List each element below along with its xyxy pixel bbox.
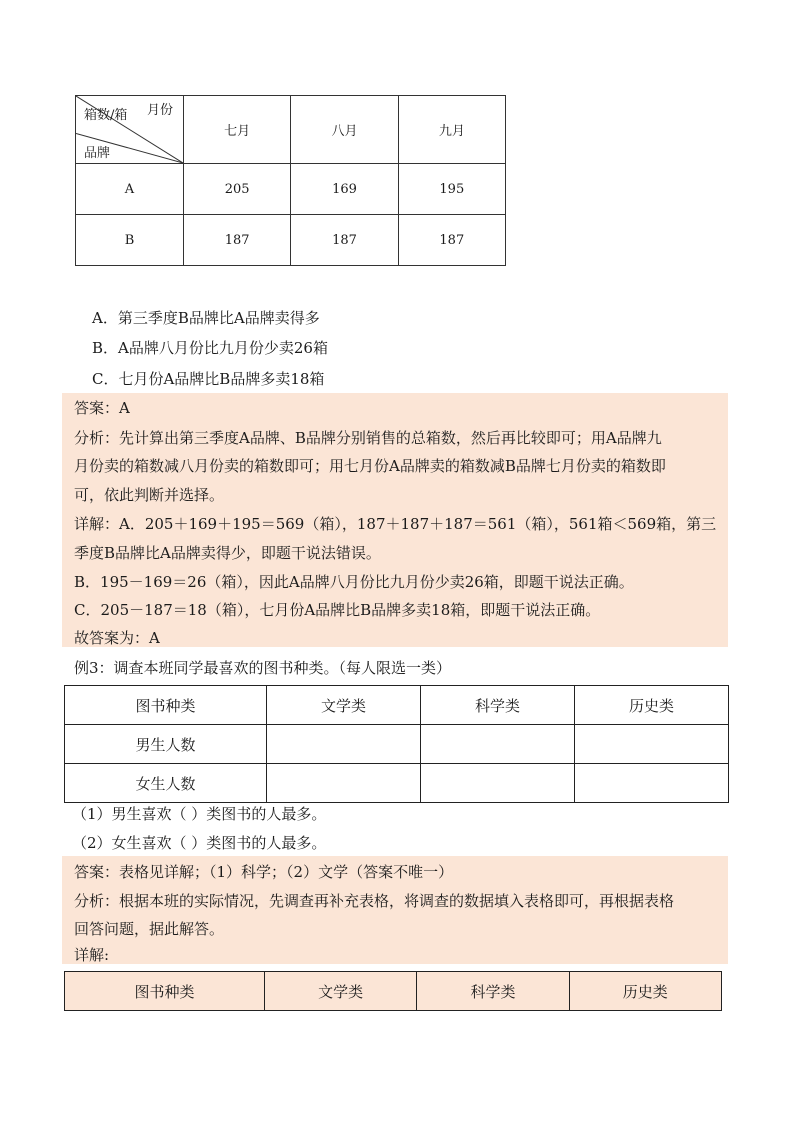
brand-cell: B <box>76 215 184 266</box>
month-header: 七月 <box>184 96 291 164</box>
analysis-line: 月份卖的箱数减八月份卖的箱数即可；用七月份A品牌卖的箱数减B品牌七月份卖的箱数即 <box>74 457 666 475</box>
blank-cell <box>575 764 729 803</box>
answer-block-2 <box>62 856 728 964</box>
sales-table <box>75 95 506 266</box>
blank-cell <box>575 725 729 764</box>
detail-line: B．195－169＝26（箱），因此A品牌八月份比九月份少卖26箱，即题干说法正确。 <box>74 573 634 591</box>
header-cell: 文学类 <box>267 686 421 725</box>
table-row <box>65 686 729 725</box>
survey-table <box>64 685 729 803</box>
detail-line: C．205－187＝18（箱），七月份A品牌比B品牌多卖18箱，即题干说法正确。 <box>74 601 601 619</box>
final-answer: 故答案为：A <box>74 629 160 647</box>
answer-text: 答案：A <box>74 399 130 417</box>
table-row <box>65 725 729 764</box>
question-2: （2）女生喜欢（ ）类图书的人最多。 <box>72 834 327 852</box>
header-cell: 科学类 <box>421 686 575 725</box>
option-b: B．A品牌八月份比九月份少卖26箱 <box>92 339 328 357</box>
value-cell: 169 <box>291 164 398 215</box>
detail-line: 详解：A．205＋169＋195＝569（箱），187＋187＋187＝561（箱），561箱＜569箱，第三 <box>74 515 717 533</box>
diag-label-boxes: 箱数/箱 <box>84 108 128 123</box>
analysis-line: 可，依此判断并选择。 <box>74 486 225 504</box>
header-cell: 图书种类 <box>65 686 267 725</box>
diagonal-header-cell <box>76 96 184 164</box>
answer-block-1 <box>62 393 728 647</box>
blank-cell <box>421 725 575 764</box>
detail-label: 详解: <box>74 946 110 964</box>
blank-cell <box>421 764 575 803</box>
option-a: A．第三季度B品牌比A品牌卖得多 <box>92 309 320 327</box>
example-title: 例3：调查本班同学最喜欢的图书种类。（每人限选一类） <box>74 659 452 677</box>
analysis-line: 分析：根据本班的实际情况，先调查再补充表格，将调查的数据填入表格即可，再根据表格 <box>74 892 675 910</box>
value-cell: 195 <box>398 164 505 215</box>
value-cell: 187 <box>398 215 505 266</box>
analysis-line: 分析：先计算出第三季度A品牌、B品牌分别销售的总箱数，然后再比较即可；用A品牌九 <box>74 429 662 447</box>
table-row <box>76 215 506 266</box>
blank-cell <box>267 725 421 764</box>
header-cell: 历史类 <box>569 972 721 1011</box>
table-row <box>65 764 729 803</box>
answer-table <box>64 971 722 1011</box>
diag-label-month: 月份 <box>147 103 174 118</box>
detail-line: 季度B品牌比A品牌卖得少，即题干说法错误。 <box>74 544 381 562</box>
value-cell: 205 <box>184 164 291 215</box>
value-cell: 187 <box>184 215 291 266</box>
question-1: （1）男生喜欢（ ）类图书的人最多。 <box>72 805 327 823</box>
table-row <box>76 164 506 215</box>
header-cell: 文学类 <box>264 972 416 1011</box>
header-cell: 科学类 <box>417 972 569 1011</box>
answer-text: 答案：表格见详解；（1）科学；（2）文学（答案不唯一） <box>74 863 454 881</box>
header-cell: 历史类 <box>575 686 729 725</box>
month-header: 八月 <box>291 96 398 164</box>
row-label: 男生人数 <box>65 725 267 764</box>
header-cell: 图书种类 <box>65 972 265 1011</box>
row-label: 女生人数 <box>65 764 267 803</box>
option-c: C．七月份A品牌比B品牌多卖18箱 <box>92 370 325 388</box>
table-row <box>65 972 722 1011</box>
analysis-line: 回答问题，据此解答。 <box>74 920 225 938</box>
blank-cell <box>267 764 421 803</box>
month-header: 九月 <box>398 96 505 164</box>
diag-label-brand: 品牌 <box>84 146 111 161</box>
brand-cell: A <box>76 164 184 215</box>
value-cell: 187 <box>291 215 398 266</box>
